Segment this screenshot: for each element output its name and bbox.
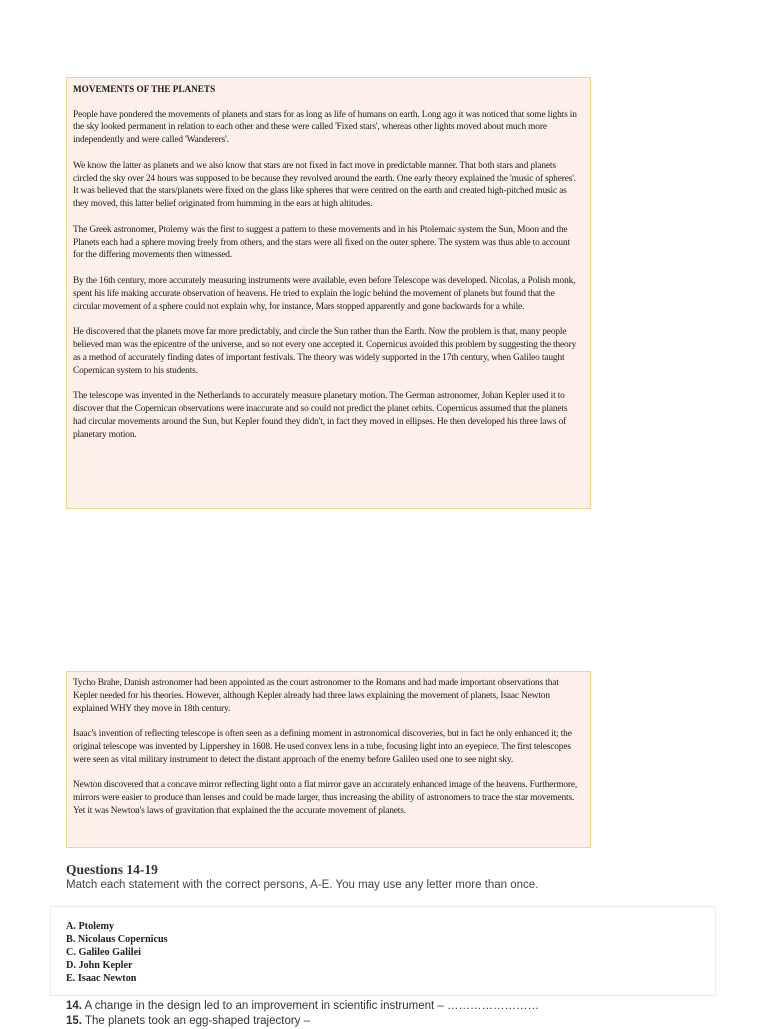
- passage-paragraph: Isaac's invention of reflecting telescope is often seen as a defining moment in astronomical discoveries, but in fact he only enhanced it; the original telescope was invented by Lippershey in 1608. He used convex lens in a tube, focusing light into an eyepiece. The first telescopes were seen as vital military instrument to detect the distant approach of the enemy before Galileo used one to see night sky.: [73, 729, 572, 765]
- passage-part1: [66, 77, 591, 509]
- option-item: D. John Kepler: [66, 960, 133, 971]
- question-text: The planets took an egg-shaped trajectory –: [82, 1015, 311, 1027]
- passage-paragraph: People have pondered the movements of planets and stars for as long as life of humans on earth. Long ago it was noticed that some lights in the sky looked permanent in relation to each other and these were called 'Fixed stars', whereas other lights moved about much more independently and were called 'Wanderers'.: [73, 109, 577, 146]
- passage-paragraph: Tycho Brahe, Danish astronomer had been appointed as the court astronomer to the Romans and had made important observations that Kepler needed for his theories. However, although Kepler already had three laws explaining the movement of planets, Isaac Newton explained WHY they move in 18th century.: [73, 678, 559, 714]
- question-item: [66, 999, 539, 1014]
- passage-paragraph: Newton discovered that a concave mirror reflecting light onto a flat mirror gave an accurately enhanced image of the heavens. Furthermore, mirrors were easier to produce than lenses and could be made larger, thus increasing the ability of astronomers to trace the star movements. Yet it was Newton's laws of gravitation that explained the the accurate movement of planets.: [73, 780, 578, 816]
- option-item: C. Galileo Galilei: [66, 947, 141, 958]
- option-item: E. Isaac Newton: [66, 973, 137, 984]
- passage-paragraph: The Greek astronomer, Ptolemy was the first to suggest a pattern to these movements and in his Ptolemaic system the Sun, Moon and the Planets each had a sphere moving freely from others, and the stars were all fixed on the outer sphere. The system was thus able to account for the differing movements then witnessed.: [73, 224, 570, 261]
- question-number: 15.: [66, 1015, 82, 1027]
- question-text: A change in the design led to an improvement in scientific instrument – ……………………: [82, 1000, 540, 1012]
- passage-paragraph: The telescope was invented in the Netherlands to accurately measure planetary motion. The German astronomer, Johan Kepler used it to discover that the Copernican observations were inaccurate and so could not predict the planet orbits. Copernicus assumed that the planets had circular movements around the Sun, but Kepler found they didn't, in fact they moved in ellipses. He then developed his three laws of planetary motion.: [73, 391, 568, 440]
- passage-title: MOVEMENTS OF THE PLANETS: [73, 84, 216, 94]
- option-item: B. Nicolaus Copernicus: [66, 934, 168, 945]
- options-list: [66, 920, 715, 985]
- options-box: [50, 906, 716, 996]
- passage-paragraph: We know the latter as planets and we also know that stars are not fixed in fact move in predictable manner. That both stars and planets circled the sky over 24 hours was supposed to be because they revolved around the earth. One early theory explained the 'music of spheres'. It was believed that the stars/planets were fixed on the glass like spheres that were centred on the earth and created high-pitched music as they moved, this latter belief originated from humming in the ears at high altitudes.: [73, 160, 576, 210]
- option-item: A. Ptolemy: [66, 921, 115, 932]
- questions-instructions: Match each statement with the correct persons, A-E. You may use any letter more than once.: [66, 879, 539, 891]
- question-item: [66, 1014, 539, 1029]
- passage-paragraph: He discovered that the planets move far more predictably, and circle the Sun rather than the Earth. Now the problem is that, many people believed man was the epicentre of the universe, and so not every one accepted it. Copernicus avoided this problem by suggesting the theory as a method of accurately finding dates of important festivals. The theory was widely supported in the 17th century, when Galileo taught Copernican system to his students.: [73, 327, 577, 376]
- questions-list: [66, 999, 539, 1029]
- passage-part2: [66, 671, 591, 848]
- passage-paragraph: By the 16th century, more accurately measuring instruments were available, even before Telescope was developed. Nicolas, a Polish monk, spent his life making accurate observation of heavens. He tried to explain the logic behind the movement of planets but found that the circular movement of a sphere could not explain why, for instance, Mars stopped apparently and gone backwards for a while.: [73, 275, 576, 312]
- question-number: 14.: [66, 1000, 82, 1012]
- questions-heading: Questions 14-19: [66, 862, 158, 877]
